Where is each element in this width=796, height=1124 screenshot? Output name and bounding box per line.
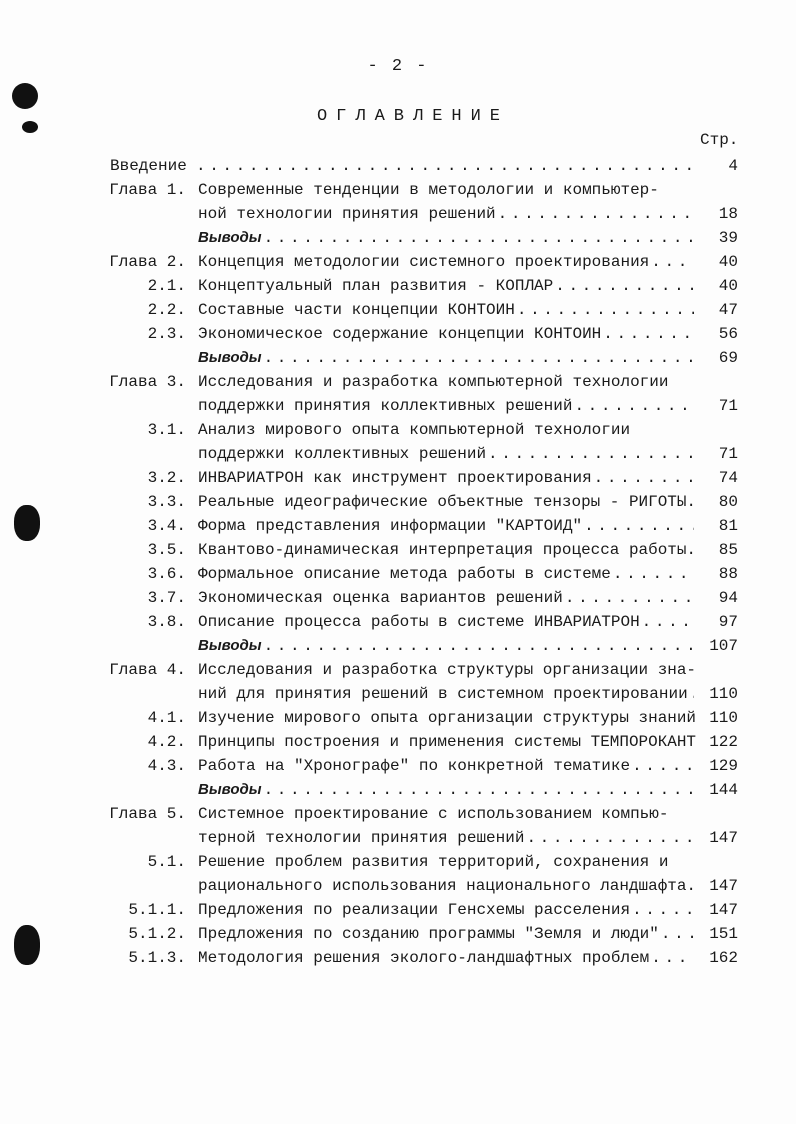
toc-entry-title: рационального использования национального ландшафта. xyxy=(198,877,696,895)
dot-leader xyxy=(517,298,694,322)
toc-entry-title: Работа на "Хронографе" по конкретной тематике xyxy=(198,757,631,775)
toc-entry-title: Принципы построения и применения системы ТЕМПОРОКАНТ xyxy=(198,733,696,751)
dot-leader xyxy=(264,346,694,370)
toc-entry-title: поддержки принятия коллективных решений xyxy=(198,397,573,415)
toc-entry-page: 147 xyxy=(709,901,738,919)
toc-entry xyxy=(0,898,796,922)
toc-entry-page: 151 xyxy=(709,925,738,943)
toc-entry xyxy=(0,178,796,202)
dot-leader xyxy=(565,586,694,610)
toc-entry xyxy=(0,490,796,514)
toc-entry-page: 147 xyxy=(709,829,738,847)
toc-entry-page: 122 xyxy=(709,733,738,751)
toc-entry xyxy=(0,562,796,586)
ink-blot xyxy=(12,83,38,109)
toc-entry-number: 4.2. xyxy=(147,733,186,751)
toc-entry xyxy=(0,274,796,298)
page-number: - 2 - xyxy=(367,57,429,76)
toc-entry xyxy=(0,466,796,490)
toc-entry-title: ИНВАРИАТРОН как инструмент проектирования xyxy=(198,469,592,487)
toc-entry-title: Решение проблем развития территорий, сохранения и xyxy=(198,853,669,871)
toc-entry xyxy=(0,778,796,802)
toc-entry-number: 3.7. xyxy=(147,589,186,607)
toc-entry-title: ний для принятия решений в системном проектировании xyxy=(198,685,688,703)
dot-leader xyxy=(196,154,694,178)
page-title: ОГЛАВЛЕНИЕ xyxy=(316,107,510,126)
dot-leader xyxy=(498,202,694,226)
toc-entry-title: Концептуальный план развития - КОПЛАР xyxy=(198,277,554,295)
toc-entry xyxy=(0,946,796,970)
toc-entry-number: 2.1. xyxy=(147,277,186,295)
toc-entry-number: Глава 3. xyxy=(109,373,186,391)
toc-entry xyxy=(0,514,796,538)
toc-entry-page: 162 xyxy=(709,949,738,967)
dot-leader xyxy=(574,394,694,418)
toc-entry xyxy=(0,226,796,250)
dot-leader xyxy=(526,826,694,850)
toc-entry xyxy=(0,370,796,394)
toc-entry xyxy=(0,298,796,322)
toc-entry-title: Выводы xyxy=(198,349,262,366)
toc-entry-title: Современные тенденции в методологии и компьютер- xyxy=(198,181,659,199)
toc-entry xyxy=(0,634,796,658)
dot-leader xyxy=(264,634,694,658)
toc-entry-page: 39 xyxy=(718,229,738,247)
toc-entry-number: 4.3. xyxy=(147,757,186,775)
toc-entry-page: 88 xyxy=(718,565,738,583)
toc-entry-page: 4 xyxy=(728,157,738,175)
toc-entry xyxy=(0,322,796,346)
toc-entry-title: Системное проектирование с использованием компью- xyxy=(198,805,669,823)
toc-entry-title: Методология решения эколого-ландшафтных проблем xyxy=(198,949,650,967)
toc-entry xyxy=(0,850,796,874)
toc-entry-title: Выводы xyxy=(198,781,262,798)
toc-entry-title: Квантово-динамическая интерпретация процесса работы. xyxy=(198,541,696,559)
toc-entry-number: Глава 1. xyxy=(109,181,186,199)
toc-entry-number: 5.1.3. xyxy=(128,949,186,967)
toc-entry-number: Глава 2. xyxy=(109,253,186,271)
toc-entry xyxy=(0,202,796,226)
toc-entry-number: Глава 4. xyxy=(109,661,186,679)
toc-entry-number: 4.1. xyxy=(147,709,186,727)
toc-entry-title: Описание процесса работы в системе ИНВАРИАТРОН xyxy=(198,613,640,631)
toc-entry xyxy=(0,538,796,562)
toc-entry-title: Экономическое содержание концепции КОНТОИН xyxy=(198,325,602,343)
toc-entry-title: Формальное описание метода работы в системе xyxy=(198,565,611,583)
toc-entry xyxy=(0,922,796,946)
toc-entry-number: 5.1.1. xyxy=(128,901,186,919)
toc-entry xyxy=(0,610,796,634)
toc-entry xyxy=(0,754,796,778)
toc-entry-page: 40 xyxy=(718,277,738,295)
toc-entry-page: 144 xyxy=(709,781,738,799)
toc-entry-title: Предложения по реализации Генсхемы расселения xyxy=(198,901,631,919)
toc-entry-page: 47 xyxy=(718,301,738,319)
toc-entry-page: 80 xyxy=(718,493,738,511)
toc-entry-page: 110 xyxy=(709,685,738,703)
toc-entry-page: 110 xyxy=(709,709,738,727)
toc-entry-title: Исследования и разработка структуры организации зна- xyxy=(198,661,696,679)
toc-entry xyxy=(0,586,796,610)
dot-leader xyxy=(555,274,694,298)
toc-entry-page: 107 xyxy=(709,637,738,655)
toc-entry-number: 2.3. xyxy=(147,325,186,343)
toc-entry-number: Введение xyxy=(110,157,187,175)
toc-entry-page: 94 xyxy=(718,589,738,607)
toc-entry xyxy=(0,682,796,706)
toc-entry-number: Глава 5. xyxy=(109,805,186,823)
toc-entry xyxy=(0,418,796,442)
toc-entry-page: 71 xyxy=(718,445,738,463)
toc-entry xyxy=(0,346,796,370)
toc-entry xyxy=(0,658,796,682)
toc-entry-title: Анализ мирового опыта компьютерной технологии xyxy=(198,421,631,439)
toc-entry xyxy=(0,874,796,898)
toc-entry xyxy=(0,442,796,466)
toc-entry-title: Составные части концепции КОНТОИН xyxy=(198,301,515,319)
toc-entry-page: 71 xyxy=(718,397,738,415)
toc-entry xyxy=(0,394,796,418)
toc-entry-title: Изучение мирового опыта организации структуры знаний xyxy=(198,709,696,727)
toc-entry xyxy=(0,826,796,850)
toc-entry-title: Реальные идеографические объектные тензоры - РИГОТЫ. xyxy=(198,493,696,511)
toc-entry-number: 3.5. xyxy=(147,541,186,559)
dot-leader xyxy=(488,442,694,466)
toc-entry xyxy=(0,730,796,754)
toc-entry-number: 3.1. xyxy=(147,421,186,439)
toc-entry-title: поддержки коллективных решений xyxy=(198,445,487,463)
toc-entry-page: 81 xyxy=(718,517,738,535)
toc-entry-page: 18 xyxy=(718,205,738,223)
toc-entry-page: 97 xyxy=(718,613,738,631)
toc-entry-number: 3.3. xyxy=(147,493,186,511)
toc-entry xyxy=(0,250,796,274)
toc-entry-title: ной технологии принятия решений xyxy=(198,205,496,223)
toc-entry-page: 129 xyxy=(709,757,738,775)
toc-entry-title: терной технологии принятия решений xyxy=(198,829,525,847)
toc-entry-number: 3.2. xyxy=(147,469,186,487)
dot-leader xyxy=(264,226,694,250)
toc-entry xyxy=(0,154,796,178)
dot-leader xyxy=(264,778,694,802)
toc-entry-title: Экономическая оценка вариантов решений xyxy=(198,589,563,607)
toc-entry-number: 3.6. xyxy=(147,565,186,583)
toc-entry-page: 147 xyxy=(709,877,738,895)
page-column-label: Стр. xyxy=(700,131,739,149)
toc-entry xyxy=(0,706,796,730)
toc-entry-title: Исследования и разработка компьютерной технологии xyxy=(198,373,669,391)
toc-entry-title: Форма представления информации "КАРТОИД" xyxy=(198,517,583,535)
toc-entry-page: 69 xyxy=(718,349,738,367)
toc-entry-page: 56 xyxy=(718,325,738,343)
toc-entry-number: 5.1.2. xyxy=(128,925,186,943)
toc-entry-page: 74 xyxy=(718,469,738,487)
toc-entry xyxy=(0,802,796,826)
toc-entry-number: 3.4. xyxy=(147,517,186,535)
toc-entry-page: 85 xyxy=(718,541,738,559)
toc-entry-number: 3.8. xyxy=(147,613,186,631)
toc-entry-title: Концепция методологии системного проектирования xyxy=(198,253,650,271)
toc-entry-page: 40 xyxy=(718,253,738,271)
toc-entry-title: Выводы xyxy=(198,229,262,246)
toc-entry-number: 5.1. xyxy=(147,853,186,871)
toc-entry-number: 2.2. xyxy=(147,301,186,319)
toc-entry-title: Предложения по созданию программы "Земля и люди" xyxy=(198,925,659,943)
toc-entry-title: Выводы xyxy=(198,637,262,654)
